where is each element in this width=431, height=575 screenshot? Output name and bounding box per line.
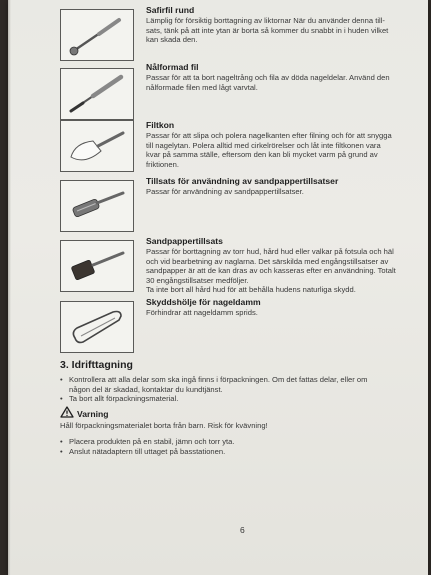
item-title: Tillsats för användning av sandpappertillsatser — [146, 176, 339, 186]
page-number: 6 — [240, 525, 245, 535]
item-desc-line: Förhindrar att nageldamm sprids. — [146, 308, 258, 317]
needle-file-icon — [60, 68, 134, 120]
felt-cone-icon — [60, 120, 134, 172]
list-item — [60, 437, 420, 447]
list-item — [60, 394, 420, 404]
item-desc-line: Passar för borttagning av torr hud, hård hud eller valkar på fotsula och häl — [146, 247, 394, 256]
item-desc-line: Lämplig för försiktig borttagning av liktornar När du använder denna till- — [146, 16, 385, 25]
item-desc-line: kvar på samma ställe, eftersom den kan bli mycket varm på grund av — [146, 150, 378, 160]
round-sapphire-file-icon — [60, 9, 134, 61]
sandpaper-attachment-icon — [60, 240, 134, 292]
item-desc-line: nålformade filen med lågt varvtal. — [146, 82, 258, 92]
dust-cover-icon — [60, 301, 134, 353]
bullet-text: Ta bort allt förpackningsmaterial. — [69, 394, 179, 404]
bullet-text: någon del är skadad, kontaktar du kundtjänst. — [69, 384, 223, 394]
item-desc-line: Ta inte bort all hård hud för att behålla hudens naturliga skydd. — [146, 285, 356, 295]
item-title: Skyddshölje för nageldamm — [146, 297, 261, 307]
item-title: Sandpappertillsats — [146, 236, 223, 246]
warning-text: Håll förpackningsmaterialet borta från barn. Risk för kvävning! — [60, 421, 268, 430]
item-desc-line: friktionen. — [146, 159, 179, 169]
sandpaper-holder-icon — [60, 180, 134, 232]
item-desc-line: 30 engångstillsatser medföljer. — [146, 275, 249, 285]
section-title: 3. Idrifttagning — [60, 359, 133, 371]
page-fold-shadow — [8, 0, 11, 575]
warning-label: Varning — [77, 409, 109, 419]
item-desc-line: Passar för att slipa och polera nagelkanten efter filning och för att snygga — [146, 131, 392, 140]
item-title: Nålformad fil — [146, 62, 199, 72]
bullet-text: Placera produkten på en stabil, jämn och torr yta. — [69, 437, 235, 446]
item-desc-line: sandpapper är att de kan dras av och kasseras efter en användning. Totalt — [146, 266, 396, 276]
item-desc-line: till nagelytan. Polera alltid med cirkelrörelser och låt inte filtkonen vara — [146, 140, 381, 150]
item-desc-line: kan skada den. — [146, 35, 198, 45]
item-desc-line: sats, tänk på att inte ytan är borta så kommer du snabbt in i huden vilket — [146, 25, 389, 35]
item-title: Safirfil rund — [146, 5, 195, 15]
bullet-list — [60, 375, 420, 404]
item-desc-line: och vid bearbetning av naglarna. Det särskilda med engångstillsatser av — [146, 256, 389, 266]
item-desc-line: Passar för användning av sandpappertillsatser. — [146, 187, 304, 196]
bullet-text: Anslut nätadaptern till uttaget på basstationen. — [69, 446, 226, 456]
item-desc-line: Passar för att ta bort nageltrång och fila av döda nageldelar. Använd den — [146, 73, 390, 82]
manual-page — [8, 0, 428, 575]
bullet-text: Kontrollera att alla delar som ska ingå finns i förpackningen. Om det fattas delar, eller om — [69, 375, 368, 384]
bullet-list — [60, 437, 420, 456]
list-item — [60, 447, 420, 457]
item-title: Filtkon — [146, 120, 175, 130]
list-item — [60, 375, 420, 394]
